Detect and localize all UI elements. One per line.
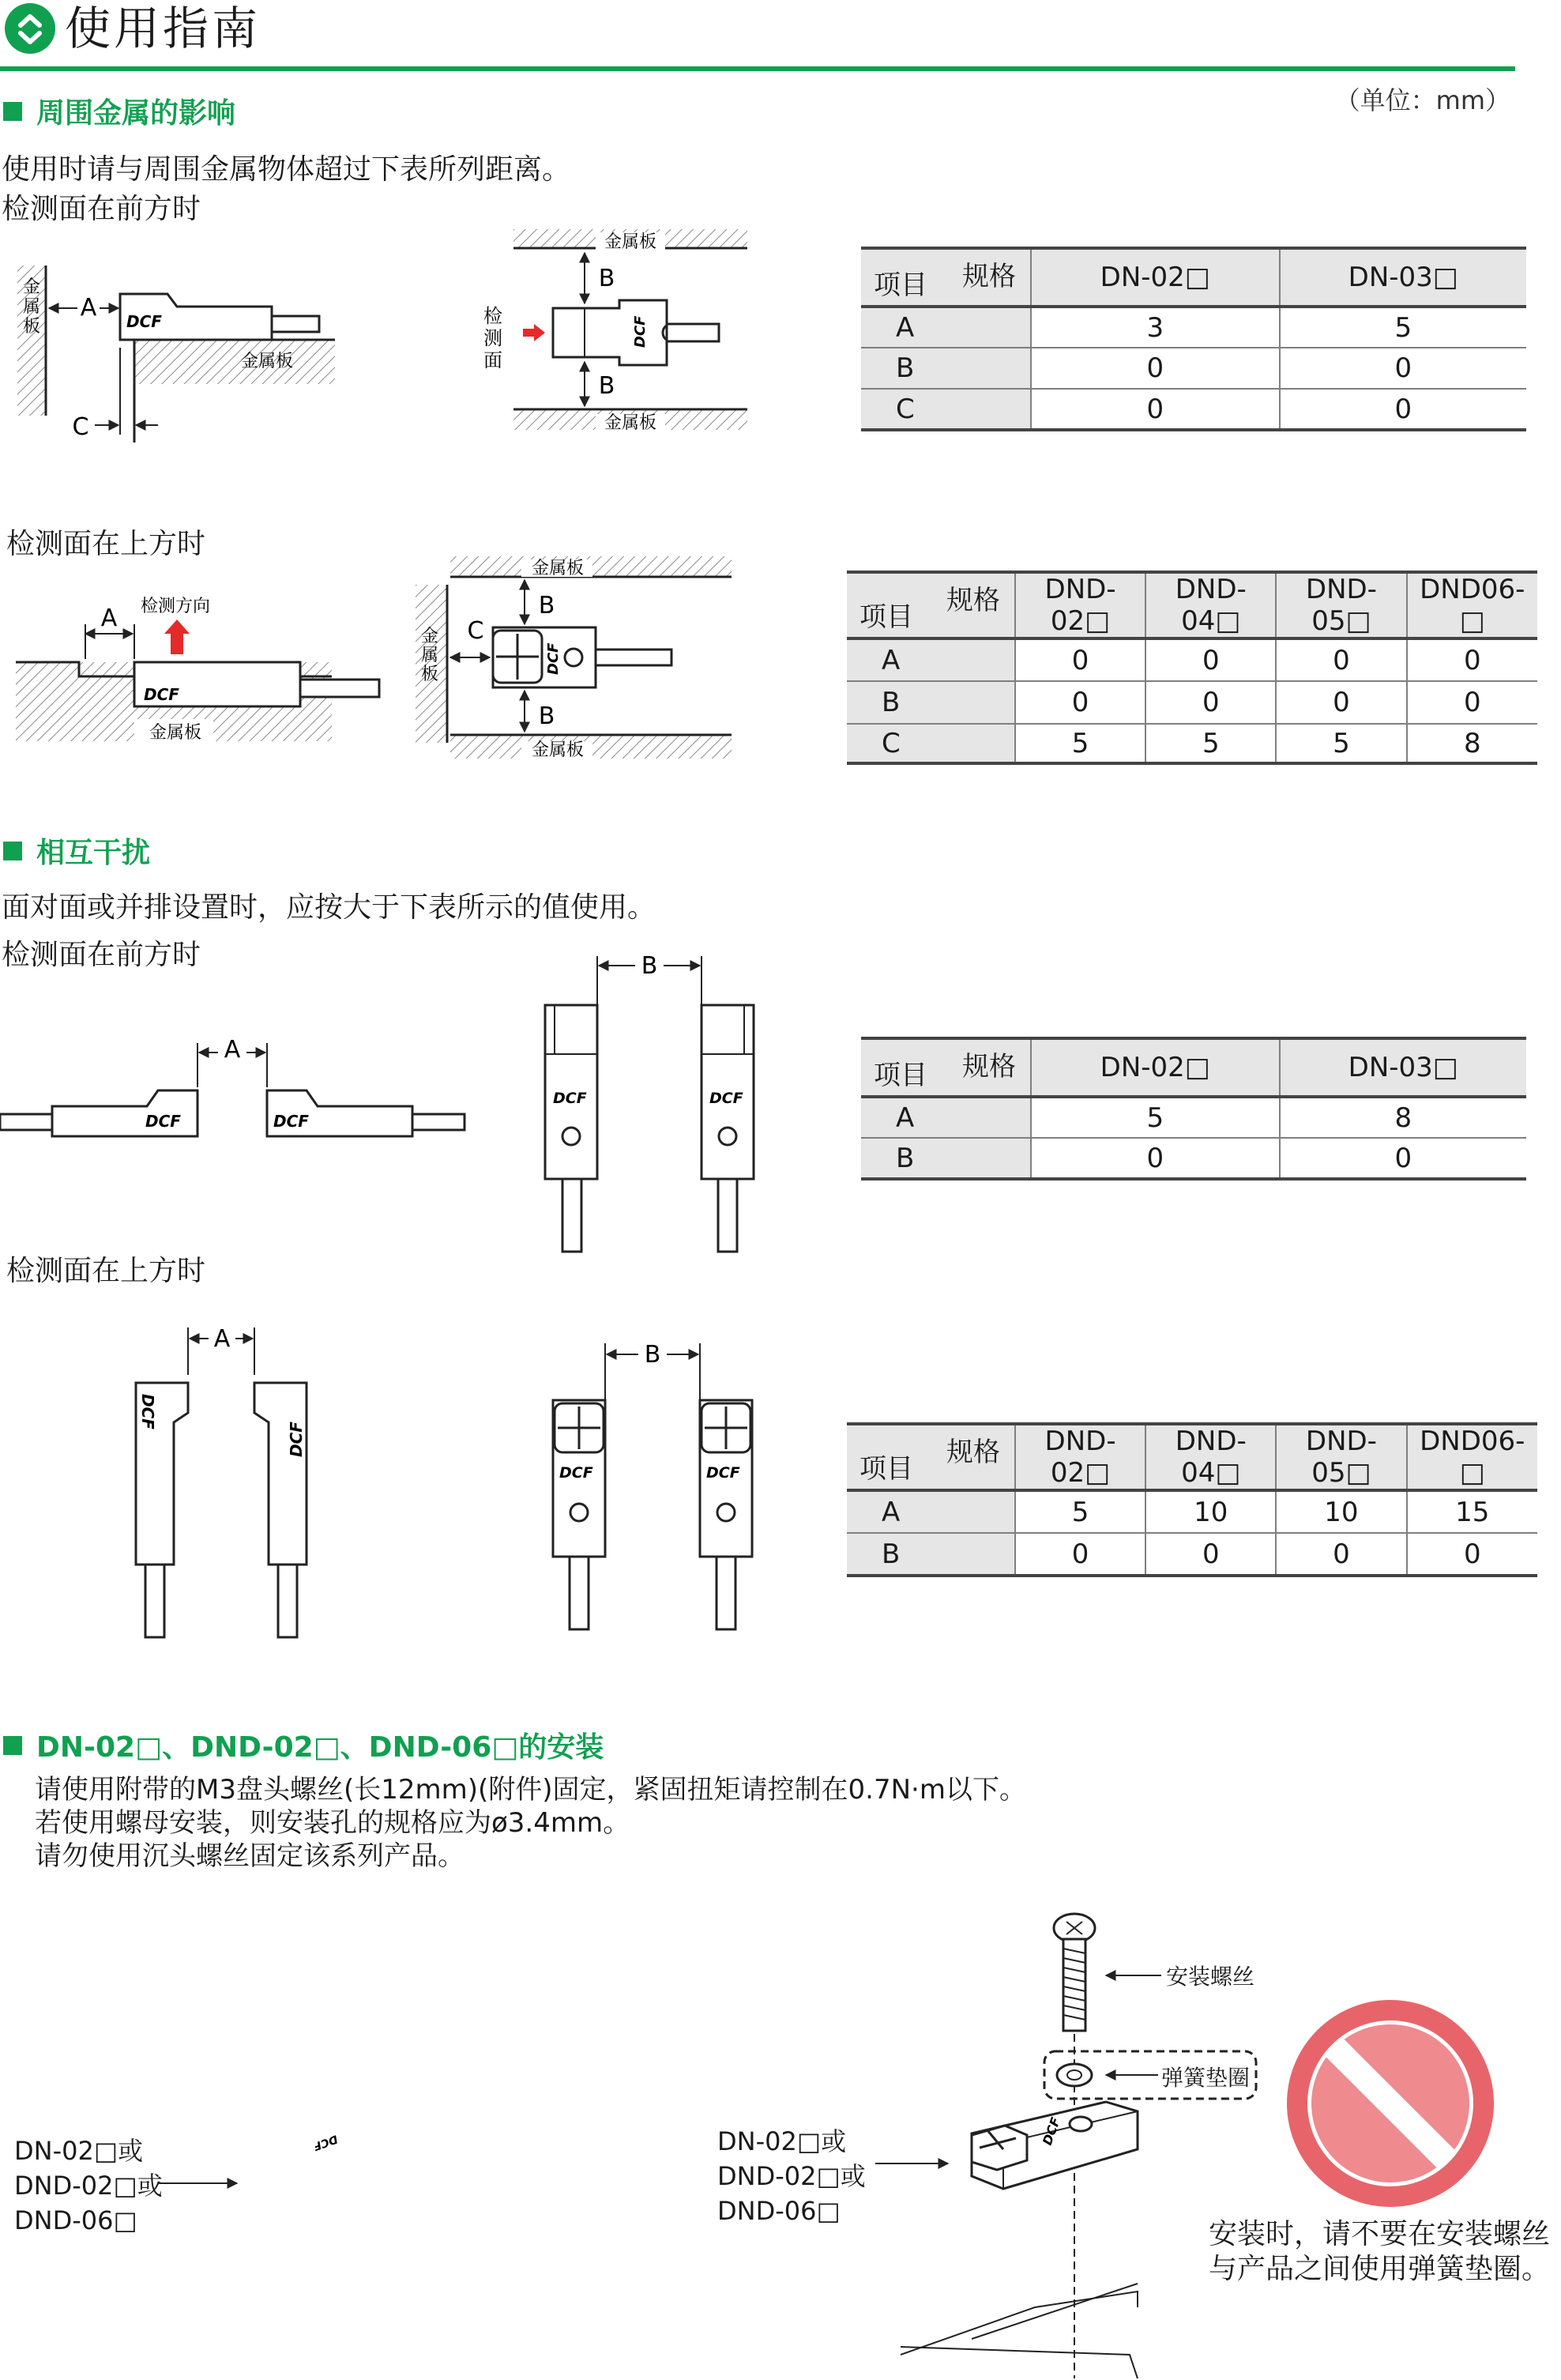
front-detect-plates-diagram — [477, 221, 809, 458]
brand-mark: DCF — [559, 1464, 593, 1482]
prohibit-icon — [1288, 2001, 1493, 2206]
table-interference-front: 规格 项目 DN-02□ DN-03□ A 5 8 B 0 0 — [861, 1037, 1526, 1181]
front-detect-wall-diagram — [0, 221, 348, 458]
section-title-metal-influence: 周围金属的影响 — [3, 96, 235, 131]
metal-plate-v3: 板 — [420, 665, 439, 684]
metal-plate-bottom: 金属板 — [604, 413, 657, 433]
brand-mark: DCF — [632, 315, 649, 348]
brand-mark: DCF — [706, 1464, 740, 1482]
top-detect-plate-diagram — [0, 577, 395, 766]
brand-mark: DCF — [1039, 2115, 1064, 2148]
col-header: DN-02□ — [1031, 248, 1280, 307]
dim-a: A — [80, 294, 97, 322]
detect-face-v1: 检 — [483, 305, 502, 327]
section2-front-label: 检测面在前方时 — [2, 939, 201, 971]
square-bullet-icon — [3, 1736, 22, 1755]
detect-arrow-icon — [523, 324, 545, 341]
table-interference-top: 规格 项目 DND-02□ DND-04□ DND-05□ DND06-□ A 5 10 10 15 B 0 0 0 0 — [847, 1422, 1537, 1577]
square-bullet-icon — [3, 102, 22, 121]
dim-a: A — [213, 1325, 231, 1353]
left-model-labels: DN-02□或 DND-02□或 DND-06□ — [14, 2136, 163, 2235]
brand-mark: DCF — [545, 642, 562, 675]
page-title: 使用指南 — [65, 2, 261, 55]
dim-b-bottom: B — [598, 372, 615, 400]
install-line2: 若使用螺母安装，则安装孔的规格应为ø3.4mm。 — [35, 1807, 630, 1839]
washer-label: 弹簧垫圈 — [1161, 2065, 1251, 2091]
metal-plate-label: 金属板 — [240, 352, 294, 371]
face-to-face-diagram — [0, 1019, 474, 1154]
install-line1: 请使用附带的M3盘头螺丝(长12mm)(附件)固定，紧固扭矩请控制在0.7N·m以下。 — [35, 1774, 1026, 1806]
detect-arrow-icon — [164, 619, 190, 654]
table-metal-top: 规格 项目 DND-02□ DND-04□ DND-05□ DND06-□ A 0 0 0 0 B 0 0 0 0 C 5 5 5 8 — [847, 571, 1537, 765]
section-title-mutual-interference: 相互干扰 — [3, 836, 150, 871]
dim-b-top: B — [598, 265, 615, 292]
table-metal-front: 规格 项目 DN-02□ DN-03□ A 3 5 B 0 0 C 0 0 — [861, 247, 1526, 431]
chevron-up-down-icon — [5, 3, 55, 54]
dim-b-bottom: B — [538, 702, 555, 730]
dim-a: A — [100, 604, 118, 632]
header-rule — [0, 66, 1515, 71]
metal-plate-v3: 板 — [22, 317, 41, 337]
install-line3: 请勿使用沉头螺丝固定该系列产品。 — [35, 1840, 465, 1872]
detect-face-v3: 面 — [483, 349, 502, 371]
brand-mark: DCF — [126, 312, 162, 331]
square-bullet-icon — [3, 842, 22, 860]
metal-plate-top: 金属板 — [604, 232, 657, 252]
dim-b-top: B — [538, 592, 555, 619]
col-header: DN-03□ — [1280, 248, 1526, 307]
detect-direction-label: 检测方向 — [141, 597, 211, 616]
top-detect-plates-diagram — [411, 545, 758, 774]
section1-front-label: 检测面在前方时 — [2, 193, 201, 225]
brand-mark: DCF — [553, 1090, 587, 1107]
brand-mark: DCF — [287, 1422, 306, 1457]
dim-a: A — [224, 1036, 241, 1064]
top-face-to-face-diagram — [126, 1312, 332, 1644]
brand-mark: DCF — [144, 685, 179, 704]
svg-text:DCF: DCF — [311, 2132, 340, 2153]
metal-plate-v2: 属 — [22, 297, 41, 317]
brand-mark: DCF — [273, 1112, 309, 1131]
metal-plate-bottom: 金属板 — [531, 740, 585, 760]
metal-plate-v2: 属 — [420, 646, 439, 665]
section1-top-label: 检测面在上方时 — [6, 528, 206, 560]
dim-c: C — [72, 413, 89, 441]
metal-plate-v1: 金 — [22, 277, 41, 297]
unit-note: （单位：mm） — [1334, 85, 1510, 115]
metal-plate-label: 金属板 — [149, 723, 202, 743]
section2-intro: 面对面或并排设置时，应按大于下表所示的值使用。 — [2, 891, 656, 924]
warning-text: 安装时，请不要在安装螺丝 与产品之间使用弹簧垫圈。 — [1209, 2218, 1551, 2285]
dim-b: B — [644, 1341, 661, 1369]
dim-b: B — [641, 952, 658, 980]
side-by-side-diagram — [537, 948, 774, 1264]
right-model-labels: DN-02□或 DND-02□或 DND-06□ — [717, 2126, 866, 2226]
top-side-by-side-diagram — [537, 1327, 774, 1644]
brand-mark: DCF — [138, 1394, 157, 1429]
mirrored-brand — [311, 2126, 363, 2157]
brand-mark: DCF — [145, 1112, 181, 1131]
brand-mark: DCF — [709, 1090, 743, 1107]
section1-intro: 使用时请与周围金属物体超过下表所列距离。 — [2, 153, 571, 186]
detect-face-v2: 测 — [483, 327, 502, 349]
dim-c: C — [467, 617, 484, 645]
section2-top-label: 检测面在上方时 — [6, 1255, 206, 1287]
left-pointer-arrow-icon — [158, 2171, 245, 2195]
screw-label: 安装螺丝 — [1166, 1964, 1255, 1990]
metal-plate-top: 金属板 — [531, 559, 585, 578]
section-title-installation: DN-02□、DND-02□、DND-06□的安装 — [3, 1730, 604, 1765]
metal-plate-v1: 金 — [420, 627, 439, 646]
